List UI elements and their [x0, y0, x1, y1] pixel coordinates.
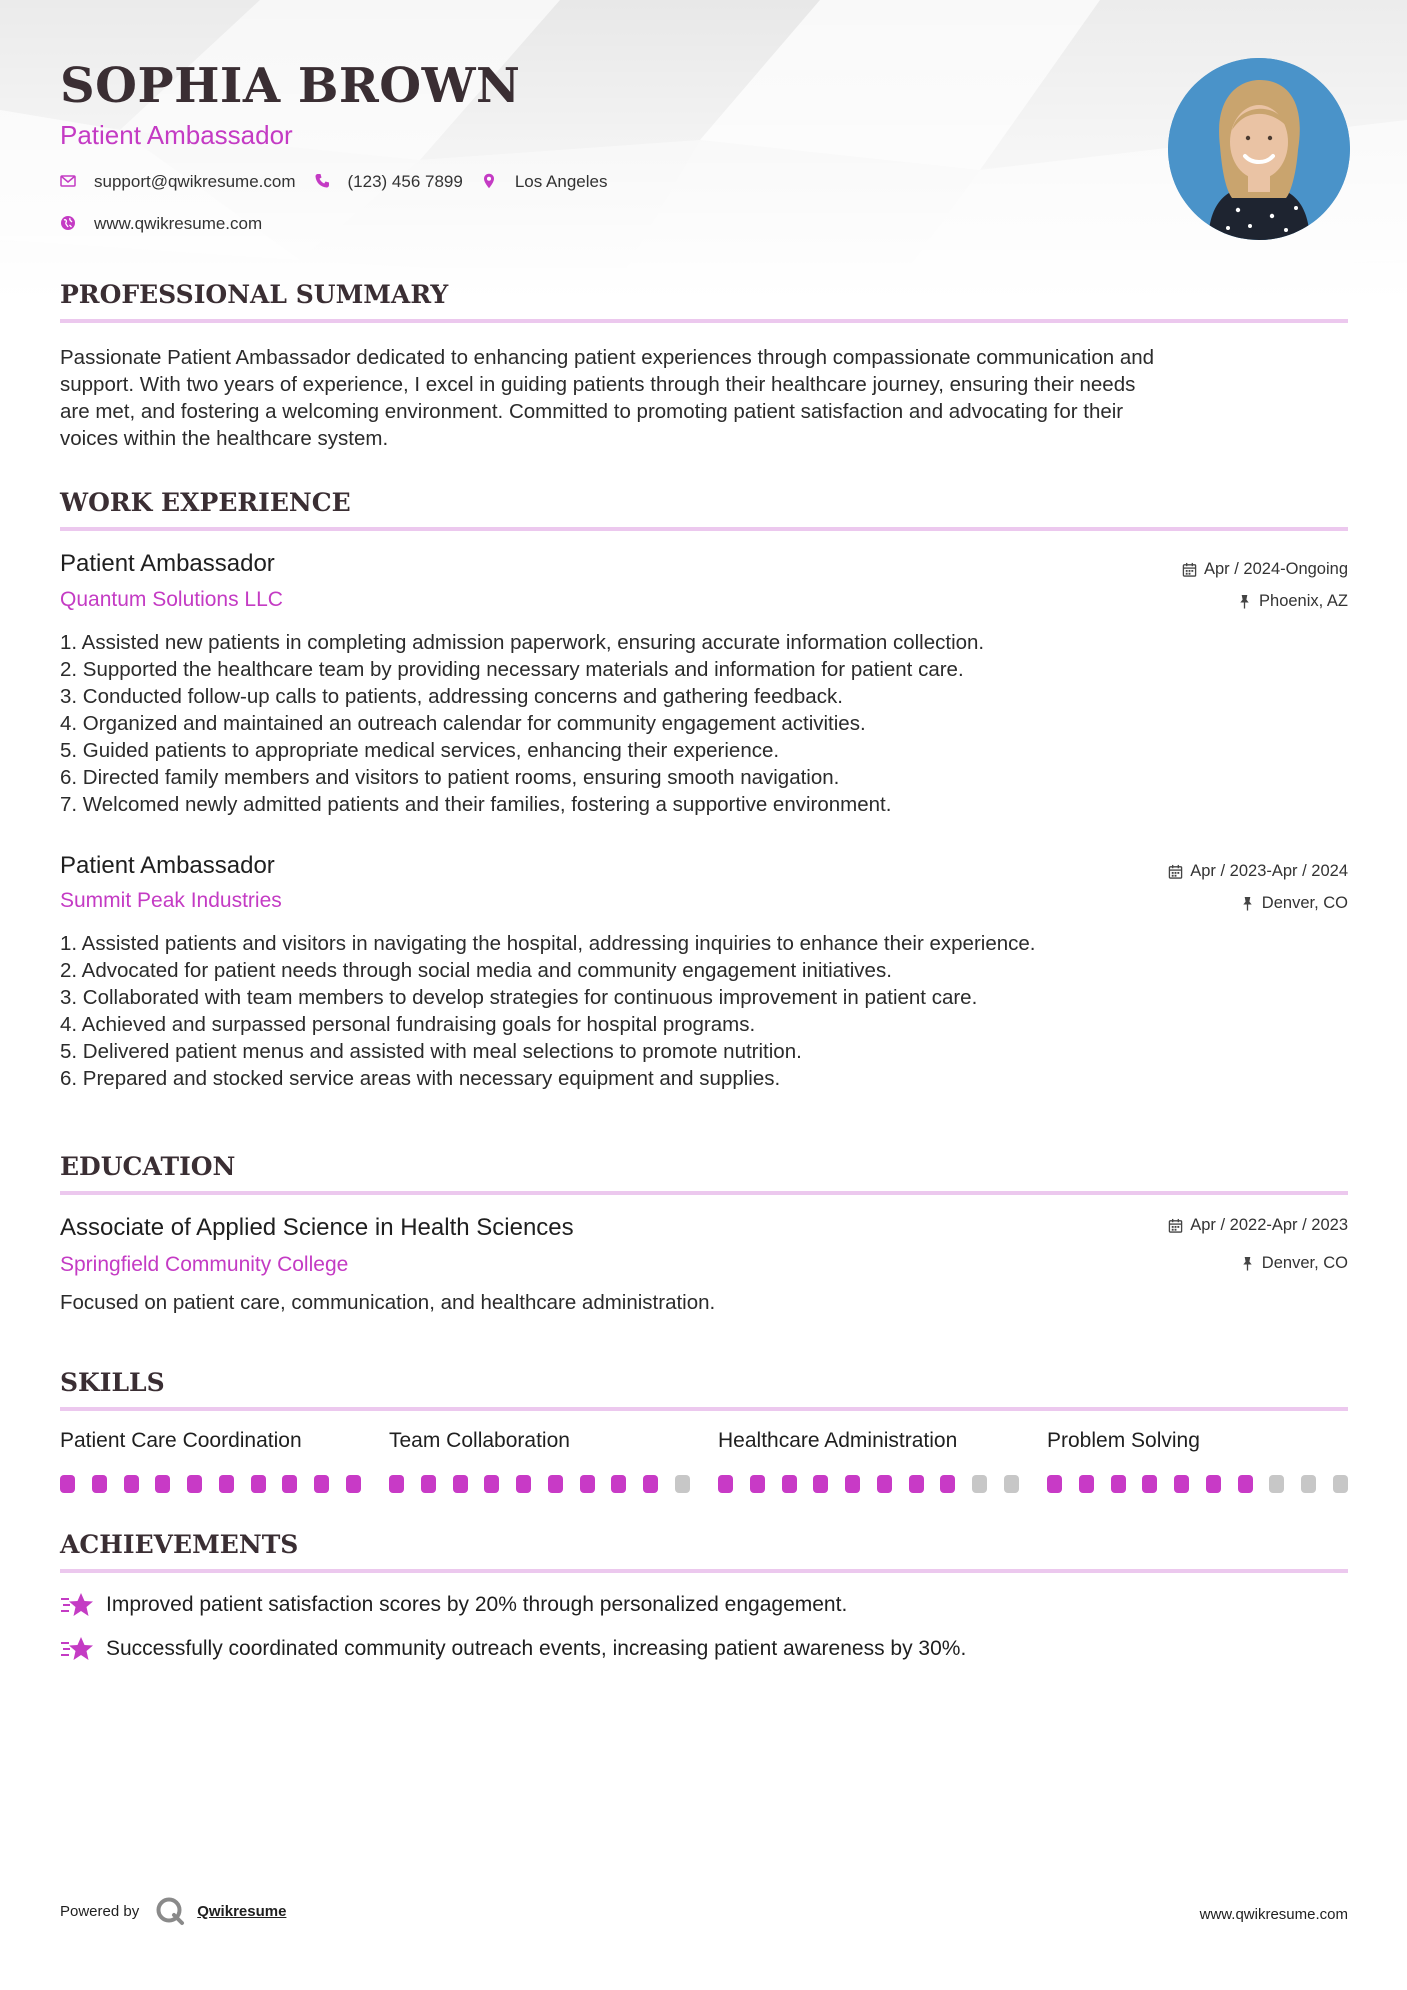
skill-label: Team Collaboration: [389, 1429, 570, 1452]
skill-dot-filled: [548, 1475, 563, 1493]
skill-dot-filled: [1111, 1475, 1126, 1493]
skill-label: Healthcare Administration: [718, 1429, 958, 1452]
skill-item: [718, 1429, 1019, 1493]
summary-line: support. With two years of experience, I excel in guiding patients through their healthcare journey, ensuring their needs: [60, 373, 1136, 396]
summary-text: [60, 344, 1348, 452]
achievements-heading: ACHIEVEMENTS: [60, 1530, 1348, 1573]
skill-dot-filled: [187, 1475, 202, 1493]
duty-item: 5. Guided patients to appropriate medical services, enhancing their experience.: [60, 739, 780, 762]
candidate-name: SOPHIA BROWN: [60, 58, 521, 114]
job-role: Patient Ambassador: [60, 852, 275, 879]
duty-item: 2. Advocated for patient needs through social media and community engagement initiatives.: [60, 959, 892, 982]
skill-dot-filled: [813, 1475, 828, 1493]
contact-email[interactable]: support@qwikresume.com: [94, 172, 296, 191]
skill-dot-filled: [516, 1475, 531, 1493]
job-location-text: Denver, CO: [1261, 894, 1348, 912]
job-dates: [1182, 560, 1348, 579]
job-duties: [60, 629, 1348, 818]
contact-row-secondary: [60, 214, 280, 234]
skill-dot-filled: [421, 1475, 436, 1493]
education-degree: Associate of Applied Science in Health Sciences: [60, 1214, 574, 1241]
summary-line: are met, and fostering a welcoming environment. Committed to promoting patient satisfaction and advocating for their: [60, 400, 1124, 423]
skill-dot-filled: [282, 1475, 297, 1493]
powered-by-label: Powered by: [60, 1902, 140, 1920]
pushpin-icon: [1237, 594, 1252, 609]
skill-dot-empty: [1269, 1475, 1284, 1493]
job-company: Quantum Solutions LLC: [60, 588, 283, 611]
skill-rating: [389, 1475, 690, 1493]
job-dates-text: Apr / 2024-Ongoing: [1203, 560, 1348, 578]
skill-rating: [718, 1475, 1019, 1493]
skill-dot-filled: [484, 1475, 499, 1493]
skill-dot-empty: [675, 1475, 690, 1493]
duty-item: 3. Collaborated with team members to develop strategies for continuous improvement in patient care.: [60, 986, 978, 1009]
skill-dot-filled: [643, 1475, 658, 1493]
skill-dot-filled: [1047, 1475, 1062, 1493]
skill-dot-filled: [909, 1475, 924, 1493]
skill-dot-empty: [972, 1475, 987, 1493]
education-description: Focused on patient care, communication, and healthcare administration.: [60, 1291, 716, 1314]
skill-item: [60, 1429, 361, 1493]
profile-photo: [1168, 58, 1350, 240]
envelope-icon: [60, 173, 78, 191]
skill-dot-filled: [718, 1475, 733, 1493]
duty-item: 1. Assisted new patients in completing admission paperwork, ensuring accurate information collection.: [60, 631, 985, 654]
qwikresume-logo-icon: [155, 1896, 185, 1926]
skill-dot-empty: [1301, 1475, 1316, 1493]
map-pin-icon: [481, 173, 499, 191]
achievement-item: [60, 1634, 966, 1664]
duty-item: 5. Delivered patient menus and assisted with meal selections to promote nutrition.: [60, 1040, 802, 1063]
skill-item: [389, 1429, 690, 1493]
calendar-icon: [1168, 1218, 1183, 1233]
pushpin-icon: [1240, 896, 1255, 911]
contact-phone[interactable]: (123) 456 7899: [347, 172, 463, 191]
education-location-text: Denver, CO: [1261, 1254, 1348, 1272]
skill-dot-filled: [389, 1475, 404, 1493]
summary-line: Passionate Patient Ambassador dedicated to enhancing patient experiences through compassionate communication and: [60, 346, 1155, 369]
duty-item: 4. Organized and maintained an outreach calendar for community engagement activities.: [60, 712, 866, 735]
job-location: [1237, 592, 1348, 611]
skill-dot-filled: [314, 1475, 329, 1493]
education-heading: EDUCATION: [60, 1152, 1348, 1195]
achievement-text: Improved patient satisfaction scores by 20% through personalized engagement.: [106, 1593, 848, 1616]
duty-item: 2. Supported the healthcare team by providing necessary materials and information for patient care.: [60, 658, 964, 681]
duty-item: 6. Directed family members and visitors to patient rooms, ensuring smooth navigation.: [60, 766, 840, 789]
education-dates: [1168, 1216, 1348, 1235]
skill-dot-filled: [750, 1475, 765, 1493]
skill-dot-filled: [940, 1475, 955, 1493]
skill-dot-filled: [124, 1475, 139, 1493]
skill-dot-filled: [1079, 1475, 1094, 1493]
calendar-icon: [1168, 864, 1183, 879]
job-company: Summit Peak Industries: [60, 889, 282, 912]
experience-heading: WORK EXPERIENCE: [60, 488, 1348, 531]
calendar-icon: [1182, 562, 1197, 577]
skill-rating: [1047, 1475, 1348, 1493]
duty-item: 1. Assisted patients and visitors in navigating the hospital, addressing inquiries to enhance their experience.: [60, 932, 1036, 955]
job-role: Patient Ambassador: [60, 550, 275, 577]
skill-dot-filled: [845, 1475, 860, 1493]
summary-heading: PROFESSIONAL SUMMARY: [60, 280, 1348, 323]
footer-powered-by: [60, 1896, 286, 1926]
skill-dot-filled: [1238, 1475, 1253, 1493]
skill-dot-filled: [1174, 1475, 1189, 1493]
skill-dot-filled: [92, 1475, 107, 1493]
phone-icon: [314, 173, 332, 191]
education-dates-text: Apr / 2022-Apr / 2023: [1190, 1216, 1348, 1234]
skill-label: Problem Solving: [1047, 1429, 1200, 1452]
skill-item: [1047, 1429, 1348, 1493]
skill-dot-filled: [155, 1475, 170, 1493]
skill-dot-filled: [1142, 1475, 1157, 1493]
job-duties: [60, 930, 1348, 1092]
achievement-text: Successfully coordinated community outreach events, increasing patient awareness by 30%.: [106, 1637, 967, 1660]
star-icon: [60, 1590, 94, 1620]
skill-dot-filled: [1206, 1475, 1221, 1493]
globe-icon: [60, 215, 78, 233]
skills-heading: SKILLS: [60, 1368, 1348, 1411]
skill-dot-filled: [782, 1475, 797, 1493]
skill-rating: [60, 1475, 361, 1493]
duty-item: 3. Conducted follow-up calls to patients, addressing concerns and gathering feedback.: [60, 685, 843, 708]
summary-line: voices within the healthcare system.: [60, 427, 389, 450]
skill-dot-filled: [251, 1475, 266, 1493]
skill-dot-filled: [60, 1475, 75, 1493]
skill-dot-filled: [611, 1475, 626, 1493]
education-school: Springfield Community College: [60, 1253, 349, 1276]
skill-dot-filled: [877, 1475, 892, 1493]
skill-dot-filled: [453, 1475, 468, 1493]
skill-dot-filled: [580, 1475, 595, 1493]
skills-list: [60, 1429, 1348, 1493]
contact-website[interactable]: www.qwikresume.com: [94, 214, 263, 233]
education-location: [1240, 1254, 1348, 1273]
footer-website[interactable]: www.qwikresume.com: [1199, 1906, 1348, 1923]
skill-label: Patient Care Coordination: [60, 1429, 302, 1452]
contact-location: Los Angeles: [514, 172, 608, 191]
duty-item: 6. Prepared and stocked service areas with necessary equipment and supplies.: [60, 1067, 781, 1090]
achievement-item: [60, 1590, 847, 1620]
star-icon: [60, 1634, 94, 1664]
skill-dot-filled: [219, 1475, 234, 1493]
duty-item: 4. Achieved and surpassed personal fundraising goals for hospital programs.: [60, 1013, 756, 1036]
pushpin-icon: [1240, 1256, 1255, 1271]
duty-item: 7. Welcomed newly admitted patients and their families, fostering a supportive environment.: [60, 793, 892, 816]
contact-row-primary: [60, 172, 625, 192]
skill-dot-empty: [1004, 1475, 1019, 1493]
candidate-title: Patient Ambassador: [60, 120, 293, 150]
job-dates-text: Apr / 2023-Apr / 2024: [1190, 862, 1348, 880]
job-dates: [1168, 862, 1348, 881]
job-location: [1240, 894, 1348, 913]
qwikresume-link[interactable]: Qwikresume: [197, 1902, 287, 1920]
skill-dot-empty: [1333, 1475, 1348, 1493]
skill-dot-filled: [346, 1475, 361, 1493]
job-location-text: Phoenix, AZ: [1259, 592, 1348, 610]
